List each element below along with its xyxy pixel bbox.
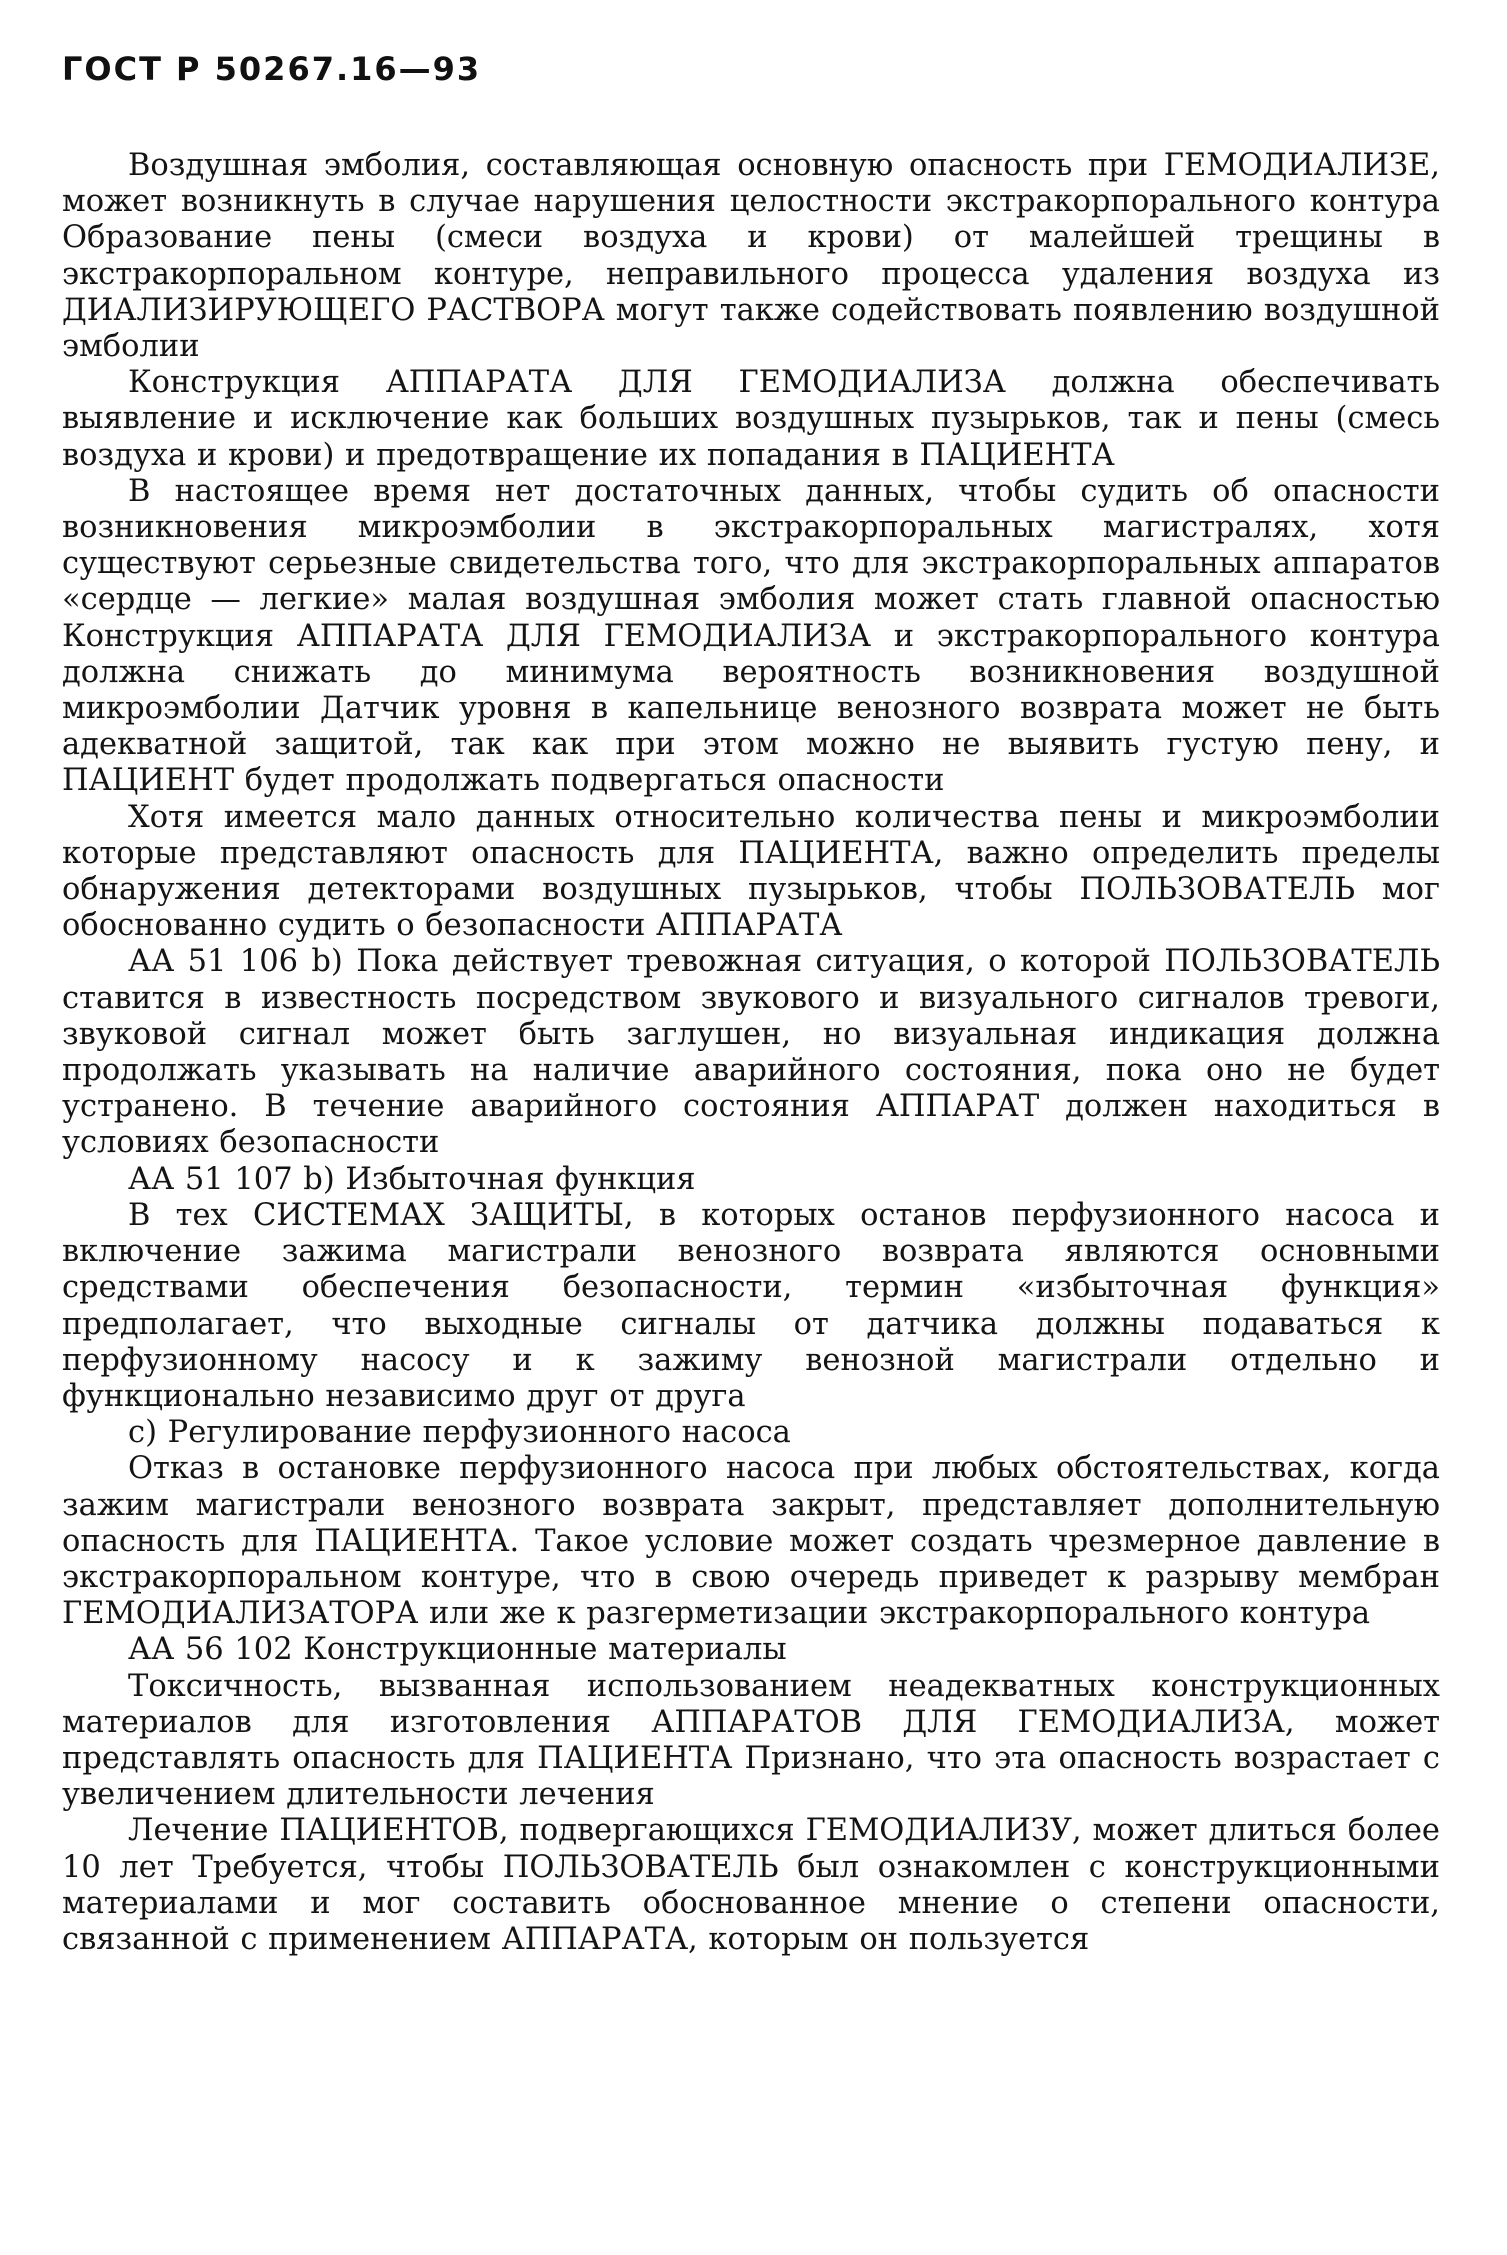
paragraph-microembolism: В настоящее время нет достаточных данных, чтобы судить об опасности возникновения микроэмболии в экстракорпоральных магистралях, хотя существуют серьезные свидетельства того, что для экстракорпоральных аппаратов «сердце — легкие» малая воздушная эмболия может стать главной опасностью Конструкция АППАРАТА ДЛЯ ГЕМОДИАЛИЗА и экстракорпорального контура должна снижать до минимума вероятность возникновения воздушной микроэмболии Датчик уровня в капельнице венозного возврата может не быть адекватной защитой, так как при этом можно не выявить густую пену, и ПАЦИЕНТ будет продолжать подвергаться опасности: [62, 473, 1440, 799]
paragraph-treatment-duration: Лечение ПАЦИЕНТОВ, подвергающихся ГЕМОДИАЛИЗУ, может длиться более 10 лет Требуется, чтобы ПОЛЬЗОВАТЕЛЬ был ознакомлен с конструкционными материалами и мог составить обоснованное мнение о степени опасности, связанной с применением АППАРАТА, которым он пользуется: [62, 1813, 1440, 1957]
paragraph-redundant-function: В тех СИСТЕМАХ ЗАЩИТЫ, в которых останов перфузионного насоса и включение зажима магистрали венозного возврата являются основными средствами обеспечения безопасности, термин «избыточная функция» предполагает, что выходные сигналы от датчика должны подаваться к перфузионному насосу и к зажиму венозной магистрали отдельно и функционально независимо друг от друга: [62, 1197, 1440, 1414]
paragraph-detection-limits: Хотя имеется мало данных относительно количества пены и микроэмболии которые представляют опасность для ПАЦИЕНТА, важно определить пределы обнаружения детекторами воздушных пузырьков, чтобы ПОЛЬЗОВАТЕЛЬ мог обоснованно судить о безопасности АППАРАТА: [62, 799, 1440, 944]
paragraph-air-embolism: Воздушная эмболия, составляющая основную опасность при ГЕМОДИАЛИЗЕ, может возникнуть в случае нарушения целостности экстракорпорального контура Образование пены (смеси воздуха и крови) от малейшей трещины в экстракорпоральном контуре, неправильного процесса удаления воздуха из ДИАЛИЗИРУЮЩЕГО РАСТВОРА могут также содействовать появлению воздушной эмболии: [62, 148, 1440, 365]
paragraph-aa-51-107-heading: АА 51 107 b) Избыточная функция: [128, 1161, 696, 1197]
paragraph-toxicity: Токсичность, вызванная использованием неадекватных конструкционных материалов для изготовления АППАРАТОВ ДЛЯ ГЕМОДИАЛИЗА, может представлять опасность для ПАЦИЕНТА Признано, что эта опасность возрастает с увеличением длительности лечения: [62, 1668, 1440, 1813]
paragraph-aa-51-106: АА 51 106 b) Пока действует тревожная ситуация, о которой ПОЛЬЗОВАТЕЛЬ ставится в известность посредством звукового и визуального сигналов тревоги, звуковой сигнал может быть заглушен, но визуальная индикация должна продолжать указывать на наличие аварийного состояния, пока оно не будет устранено. В течение аварийного состояния АППАРАТ должен находиться в условиях безопасности: [62, 944, 1440, 1161]
document-body: [62, 148, 1440, 1958]
paragraph-aa-56-102-heading: АА 56 102 Конструкционные материалы: [128, 1632, 787, 1668]
paragraph-pump-regulation-heading: c) Регулирование перфузионного насоса: [128, 1415, 791, 1451]
paragraph-device-design: Конструкция АППАРАТА ДЛЯ ГЕМОДИАЛИЗА должна обеспечивать выявление и исключение как больших воздушных пузырьков, так и пены (смесь воздуха и крови) и предотвращение их попадания в ПАЦИЕНТА: [62, 365, 1440, 473]
document-header: ГОСТ Р 50267.16—93: [62, 50, 482, 88]
paragraph-pump-failure: Отказ в остановке перфузионного насоса при любых обстоятельствах, когда зажим магистрали венозного возврата закрыт, представляет дополнительную опасность для ПАЦИЕНТА. Такое условие может создать чрезмерное давление в экстракорпоральном контуре, что в свою очередь приведет к разрыву мембран ГЕМОДИАЛИЗАТОРА или же к разгерметизации экстракорпорального контура: [62, 1451, 1440, 1632]
